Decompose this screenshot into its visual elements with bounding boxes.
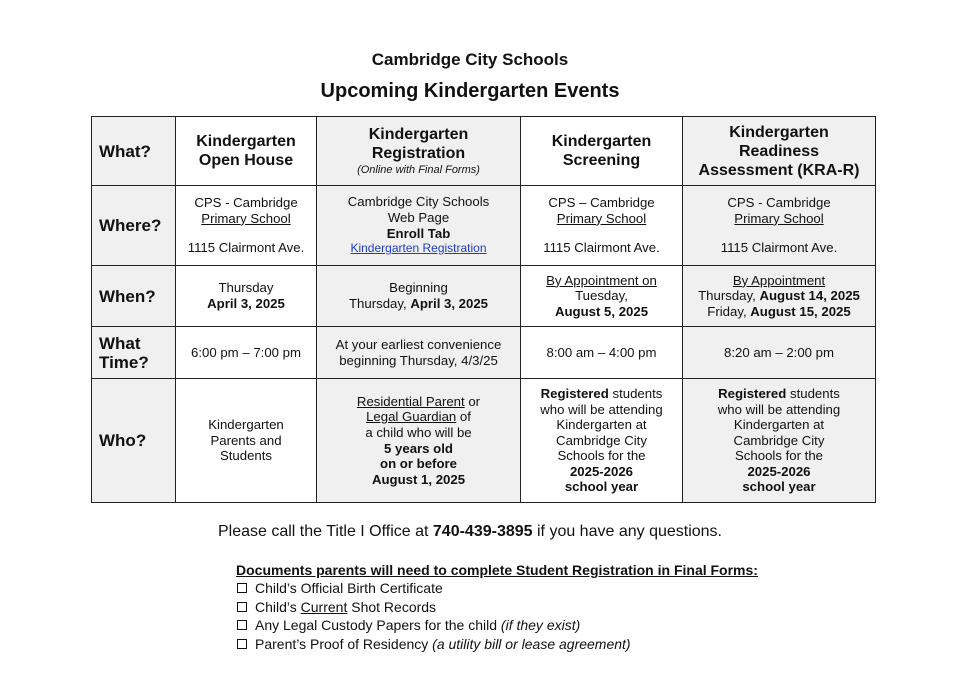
date-prefix: Thursday, [698,288,760,304]
contact-note [0,523,940,541]
audience-underlined: Residential Parent [356,393,465,409]
open-house-when [176,266,317,327]
event-open-house-heading [176,117,317,186]
kra-where [683,186,876,266]
enroll-tab-label: Enroll Tab [386,225,451,241]
audience-line: Schools for the [735,448,823,464]
date-bold: August 5, 2025 [554,303,649,319]
audience-bold: August 1, 2025 [371,471,466,487]
date-bold: August 14, 2025 [759,288,860,304]
date-line [321,296,516,312]
registration-when [317,266,521,327]
event-screening-heading [521,117,683,186]
contact-prefix: Please call the Title I Office at [217,523,433,540]
audience-bold: on or before [380,456,457,472]
location-address: 1115 Clairmont Ave. [187,240,305,256]
row-label-where: Where? [92,186,176,266]
location-address: 1115 Clairmont Ave. [543,240,660,256]
document-text-main: Parent’s Proof of Residency [255,635,433,652]
heading-line: Screening [562,152,641,169]
audience-line: Students [219,448,273,464]
audience-bold: 5 years old [384,440,453,456]
audience-rest: of [456,409,471,425]
event-kra-heading [683,117,876,186]
document-text [255,616,580,635]
row-label-what: What? [92,117,176,186]
audience-line: Schools for the [557,448,646,464]
audience-rest: students [786,385,840,401]
date-line [687,304,871,320]
date-line: Tuesday, [575,288,628,304]
registration-who [317,379,521,503]
row-who [92,379,876,503]
audience-line [687,386,871,402]
list-item [236,635,758,654]
audience-bold: 2025-2026 [569,463,634,479]
heading-line: Registration [371,145,466,162]
kra-when [683,266,876,327]
location-address: 1115 Clairmont Ave. [720,240,838,256]
location-school: Primary School [201,210,291,226]
kindergarten-registration-link[interactable]: Kindergarten Registration [350,241,487,256]
document-text-pre: Child’s [255,598,301,615]
heading-line: Kindergarten [368,126,469,143]
appointment-note: By Appointment [732,272,826,288]
date-line [687,288,871,304]
audience-rest: or [464,393,481,409]
time-line: At your earliest convenience [335,336,502,352]
time-line: beginning Thursday, 4/3/25 [339,352,498,368]
row-label-line: Time? [99,352,149,372]
location-school: Primary School [556,210,647,226]
row-label-line: What [99,333,141,353]
screening-when [521,266,683,327]
checkbox-icon [237,602,247,612]
audience-bold: Registered [718,385,787,401]
document-text-italic: (if they exist) [500,617,581,633]
heading-line: Kindergarten [551,133,652,150]
heading-line: Open House [198,152,294,169]
documents-section [236,562,758,653]
row-label-when: When? [92,266,176,327]
page-title: Upcoming Kindergarten Events [320,80,620,102]
organization-name: Cambridge City Schools [371,50,569,69]
registration-where [317,186,521,266]
date-prefix: Friday, [707,303,751,319]
audience-line: Kindergarten at [733,417,825,433]
audience-line: Kindergarten [208,417,284,433]
open-house-who [176,379,317,503]
location-school: Primary School [734,210,824,226]
document-text-italic: (a utility bill or lease agreement) [432,635,631,652]
audience-line: Kindergarten at [556,417,647,433]
list-item [236,579,758,598]
audience-line [525,386,678,402]
contact-suffix: if you have any questions. [532,523,722,540]
row-what [92,117,876,186]
audience-line [321,409,516,425]
audience-line: Parents and [210,432,282,448]
date-bold: August 15, 2025 [750,303,851,319]
audience-bold: 2025-2026 [747,463,811,479]
audience-underlined: Legal Guardian [366,409,457,425]
document-text [255,635,631,654]
audience-bold: Registered [540,385,609,401]
appointment-note: By Appointment on [546,272,657,288]
contact-phone: 740-439-3895 [432,523,533,540]
row-when [92,266,876,327]
date-bold: April 3, 2025 [207,296,285,311]
document-text-underlined: Current [300,598,348,615]
audience-line: who will be attending [540,401,663,417]
event-registration-heading [317,117,521,186]
open-house-time: 6:00 pm – 7:00 pm [176,327,317,379]
registration-time [317,327,521,379]
open-house-where [176,186,317,266]
row-label-time [92,327,176,379]
row-where [92,186,876,266]
audience-bold: school year [564,479,639,495]
row-label-who: Who? [92,379,176,503]
audience-line: Cambridge City [556,432,647,448]
document-text [255,598,436,617]
date-prefix: Thursday, [348,296,411,311]
heading-note: (Online with Final Forms) [357,164,480,176]
kra-who [683,379,876,503]
location-line: Web Page [387,209,450,225]
audience-line [321,394,516,410]
location-line: CPS - Cambridge [194,195,298,211]
date-bold: April 3, 2025 [410,296,489,311]
documents-title: Documents parents will need to complete Student Registration in Final Forms: [236,562,758,578]
kra-time: 8:20 am – 2:00 pm [683,327,876,379]
document-text-post: Shot Records [347,598,437,615]
audience-line: who will be attending [717,401,841,417]
documents-list [236,579,758,653]
heading-line: Kindergarten [729,123,829,141]
heading-line: Readiness [738,142,820,160]
checkbox-icon [237,639,247,649]
audience-bold: school year [742,479,816,495]
location-line: CPS - Cambridge [727,195,831,211]
document-text: Child’s Official Birth Certificate [255,580,443,596]
screening-time: 8:00 am – 4:00 pm [521,327,683,379]
screening-who [521,379,683,503]
heading-line: Assessment (KRA-R) [698,161,860,179]
audience-line: a child who will be [365,424,472,440]
document-text-main: Any Legal Custody Papers for the child [255,617,501,633]
screening-where [521,186,683,266]
checkbox-icon [237,620,247,630]
list-item [236,616,758,635]
audience-rest: students [608,385,663,401]
heading-line: Kindergarten [196,133,296,150]
list-item [236,598,758,617]
events-table [91,116,876,503]
location-line: Cambridge City Schools [347,194,490,210]
row-time [92,327,876,379]
location-line: CPS – Cambridge [548,195,655,211]
checkbox-icon [237,583,247,593]
date-line: Beginning [389,280,448,296]
date-line: Thursday [218,280,274,296]
audience-line: Cambridge City [733,432,825,448]
